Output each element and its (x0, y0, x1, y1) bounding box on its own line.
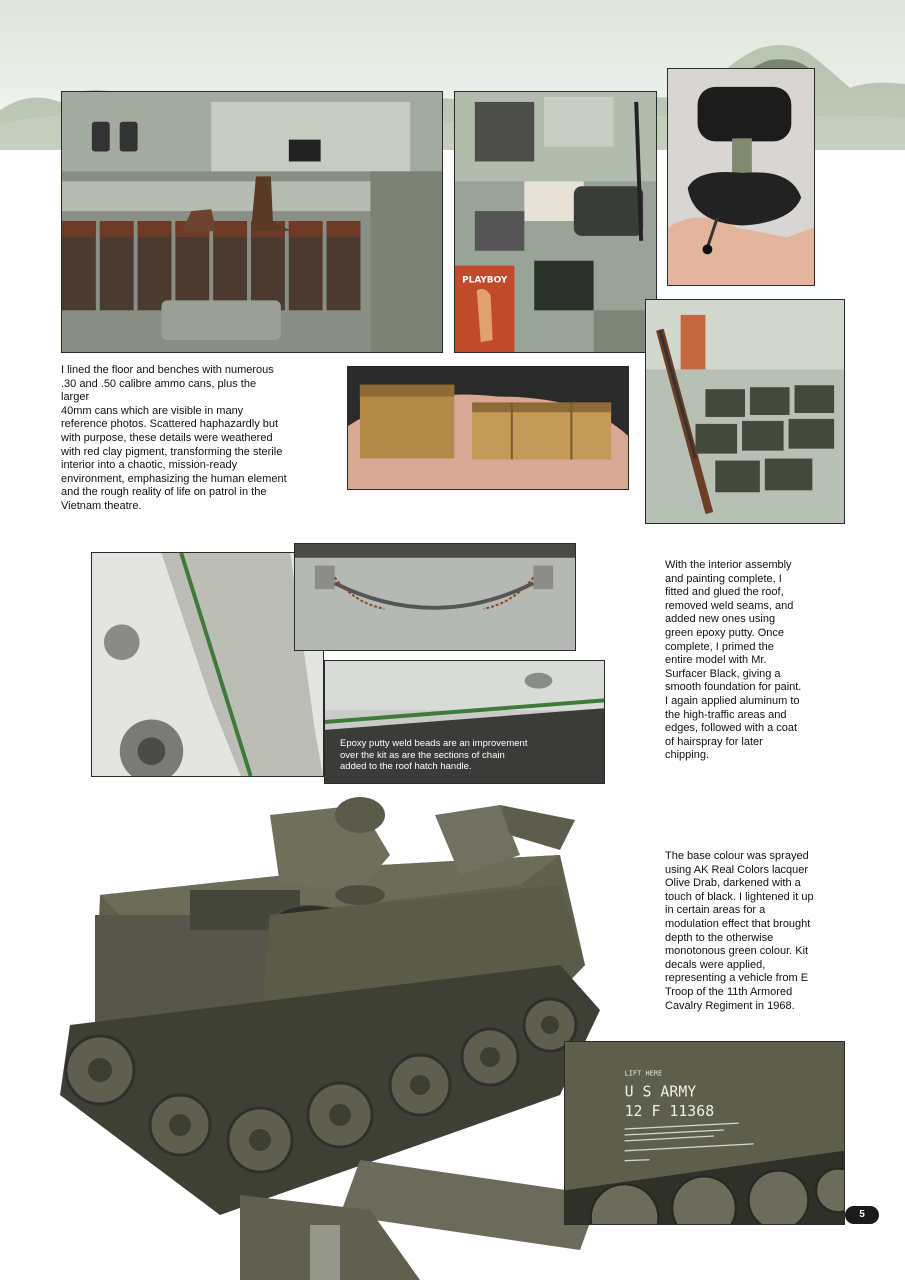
paragraph-line: green epoxy putty. Once (665, 626, 785, 639)
paragraph-line: chipping. (665, 749, 710, 762)
paragraph-line: 40mm cans which are visible in many (61, 404, 244, 417)
paragraph-roof-assembly (665, 559, 855, 763)
paragraph-line: larger (61, 391, 90, 404)
paragraph-line: added new ones using (665, 613, 776, 626)
paragraph-ammo-cans (61, 364, 341, 514)
wooden-crates-in-hand-photo (347, 366, 629, 490)
paragraph-line: representing a vehicle from E (665, 972, 809, 985)
ammo-rows-shotgun-photo (645, 299, 845, 524)
paragraph-line: Cavalry Regiment in 1968. (665, 999, 795, 1012)
paragraph-base-colour (665, 850, 855, 1013)
hatch-chain-handle-photo (294, 543, 576, 651)
paragraph-line: I lined the floor and benches with numerous (61, 364, 274, 376)
decal-us-army: U S ARMY (624, 1082, 697, 1101)
model-seat-in-hand-photo (667, 68, 815, 286)
paragraph-line: Troop of the 11th Armored (665, 985, 793, 998)
decal-lift-here: LIFT HERE (624, 1069, 663, 1078)
paragraph-line: modulation effect that brought (665, 917, 811, 930)
paragraph-line: decals were applied, (665, 958, 766, 971)
paragraph-line: smooth foundation for paint. (665, 681, 802, 694)
page-number: 5 (845, 1206, 879, 1224)
paragraph-line: fitted and glued the roof, (665, 586, 784, 599)
paragraph-line: in certain areas for a (665, 904, 766, 917)
paragraph-line: and painting complete, I (665, 572, 782, 585)
paragraph-line: entire model with Mr. (665, 654, 767, 667)
paragraph-line: and the rough reality of life on patrol in the (61, 486, 267, 499)
main-vehicle-photo (40, 795, 640, 1280)
caption-line: over the kit as are the sections of chain (340, 749, 505, 761)
decal-closeup-photo (564, 1041, 845, 1225)
paragraph-line: with red clay pigment, transforming the sterile (61, 445, 283, 458)
paragraph-line: With the interior assembly (665, 559, 792, 571)
paragraph-line: environment, emphasizing the human element (61, 472, 287, 485)
paragraph-line: Vietnam theatre. (61, 499, 142, 512)
caption-line: Epoxy putty weld beads are an improvement (340, 738, 528, 749)
paragraph-line: the high-traffic areas and (665, 708, 787, 721)
paragraph-line: removed weld seams, and (665, 599, 794, 612)
paragraph-line: I again applied aluminum to (665, 694, 800, 707)
caption-line: added to the roof hatch handle. (340, 761, 472, 772)
paragraph-line: .30 and .50 calibre ammo cans, plus the (61, 377, 257, 390)
paragraph-line: reference photos. Scattered haphazardly but (61, 418, 279, 431)
paragraph-line: complete, I primed the (665, 640, 774, 653)
paragraph-line: interior into a chaotic, mission-ready (61, 459, 238, 472)
paragraph-line: Olive Drab, darkened with a (665, 877, 801, 890)
paragraph-line: using AK Real Colors lacquer (665, 863, 809, 876)
paragraph-line: touch of black. I lightened it up (665, 890, 814, 903)
interior-driver-area-photo (454, 91, 657, 353)
paragraph-line: edges, followed with a coat (665, 722, 798, 735)
hull-weld-seam-photo (91, 552, 324, 777)
paragraph-line: depth to the otherwise (665, 931, 774, 944)
magazine-title: PLAYBOY (462, 275, 508, 286)
decal-serial: 12 F 11368 (624, 1102, 715, 1121)
paragraph-line: of hairspray for later (665, 735, 763, 748)
paragraph-line: The base colour was sprayed (665, 850, 809, 862)
paragraph-line: Surfacer Black, giving a (665, 667, 781, 680)
paragraph-line: monotonous green colour. Kit (665, 945, 809, 958)
ammo-bench-photo (61, 91, 443, 353)
weld-photo-caption (340, 738, 590, 773)
paragraph-line: with purpose, these details were weathered (61, 431, 273, 444)
